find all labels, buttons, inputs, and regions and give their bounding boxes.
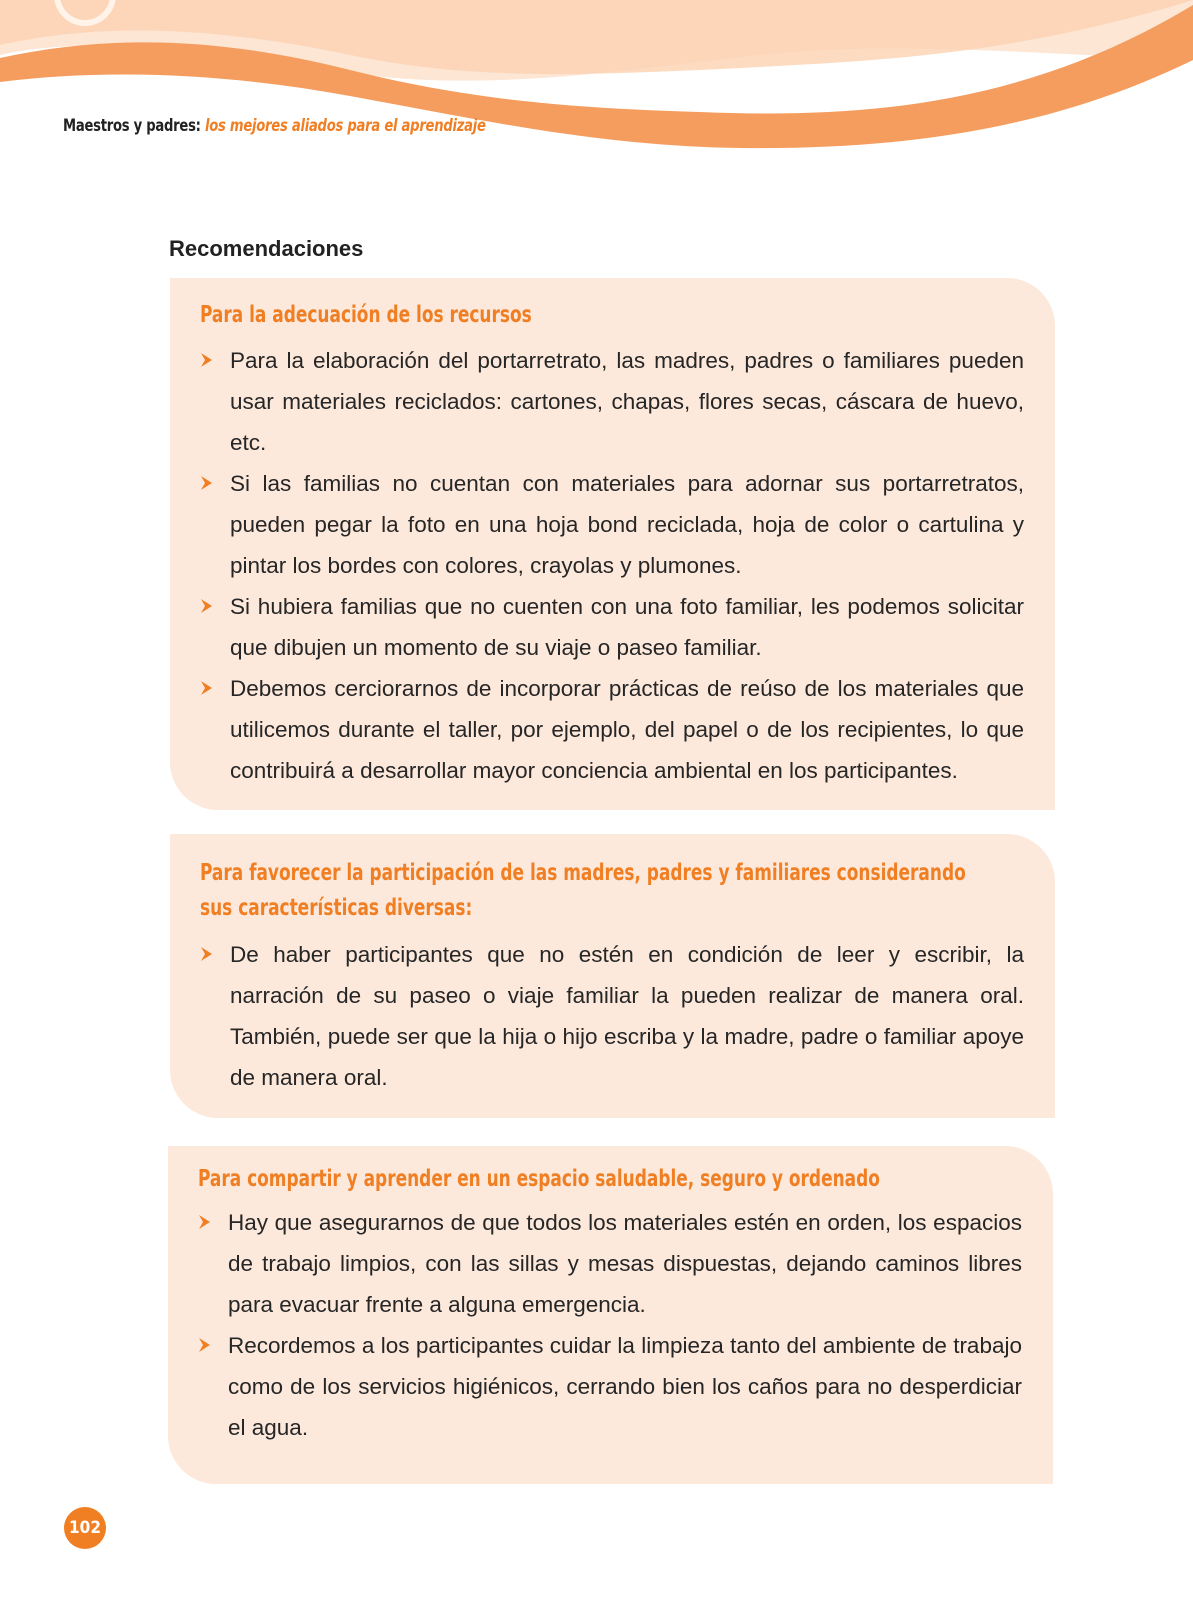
running-head (63, 116, 486, 136)
list-item: Debemos cerciorarnos de incorporar prácticas de reúso de los materiales que utilicemos durante el taller, por ejemplo, del papel o de los recipientes, lo que contribuirá a desarrollar mayor conciencia ambiental en los participantes. (200, 668, 1024, 791)
running-head-subtitle: los mejores aliados para el aprendizaje (204, 116, 486, 136)
list-item: Para la elaboración del portarretrato, las madres, padres o familiares pueden usar materiales reciclados: cartones, chapas, flores secas, cáscara de huevo, etc. (200, 340, 1024, 463)
header-wave-decoration (0, 0, 1193, 160)
chevron-right-icon (200, 946, 213, 962)
running-head-lead: Maestros y padres: (63, 116, 201, 136)
box-title: Para la adecuación de los recursos (200, 302, 532, 328)
chevron-right-icon (200, 475, 213, 491)
list-item: De haber participantes que no estén en condición de leer y escribir, la narración de su paseo o viaje familiar la pueden realizar de manera oral. También, puede ser que la hija o hijo escriba y la madre, padre o familiar apoye de manera oral. (200, 934, 1024, 1098)
recommendation-box-resources (170, 278, 1055, 810)
chevron-right-icon (200, 352, 213, 368)
bullet-list (198, 1202, 1022, 1448)
page-number: 102 (64, 1507, 106, 1549)
box-title: Para compartir y aprender en un espacio saludable, seguro y ordenado (198, 1166, 880, 1192)
list-item: Si las familias no cuentan con materiales para adornar sus portarretratos, pueden pegar la foto en una hoja bond reciclada, hoja de color o cartulina y pintar los bordes con colores, crayolas y plumones. (200, 463, 1024, 586)
chevron-right-icon (198, 1214, 211, 1230)
list-item: Recordemos a los participantes cuidar la limpieza tanto del ambiente de trabajo como de los servicios higiénicos, cerrando bien los caños para no desperdiciar el agua. (198, 1325, 1022, 1448)
list-item: Hay que asegurarnos de que todos los materiales estén en orden, los espacios de trabajo limpios, con las sillas y mesas dispuestas, dejando caminos libres para evacuar frente a alguna emergencia. (198, 1202, 1022, 1325)
bullet-list (200, 934, 1024, 1098)
bullet-list (200, 340, 1024, 791)
chevron-right-icon (200, 598, 213, 614)
list-item: Si hubiera familias que no cuenten con una foto familiar, les podemos solicitar que dibujen un momento de su viaje o paseo familiar. (200, 586, 1024, 668)
box-title-line-2: sus características diversas: (200, 895, 473, 921)
recommendation-box-healthy-space (168, 1146, 1053, 1484)
recommendation-box-participation (170, 834, 1055, 1118)
section-title: Recomendaciones (169, 236, 364, 261)
box-title-line-1: Para favorecer la participación de las madres, padres y familiares considerando (200, 860, 966, 886)
chevron-right-icon (198, 1337, 211, 1353)
chevron-right-icon (200, 680, 213, 696)
